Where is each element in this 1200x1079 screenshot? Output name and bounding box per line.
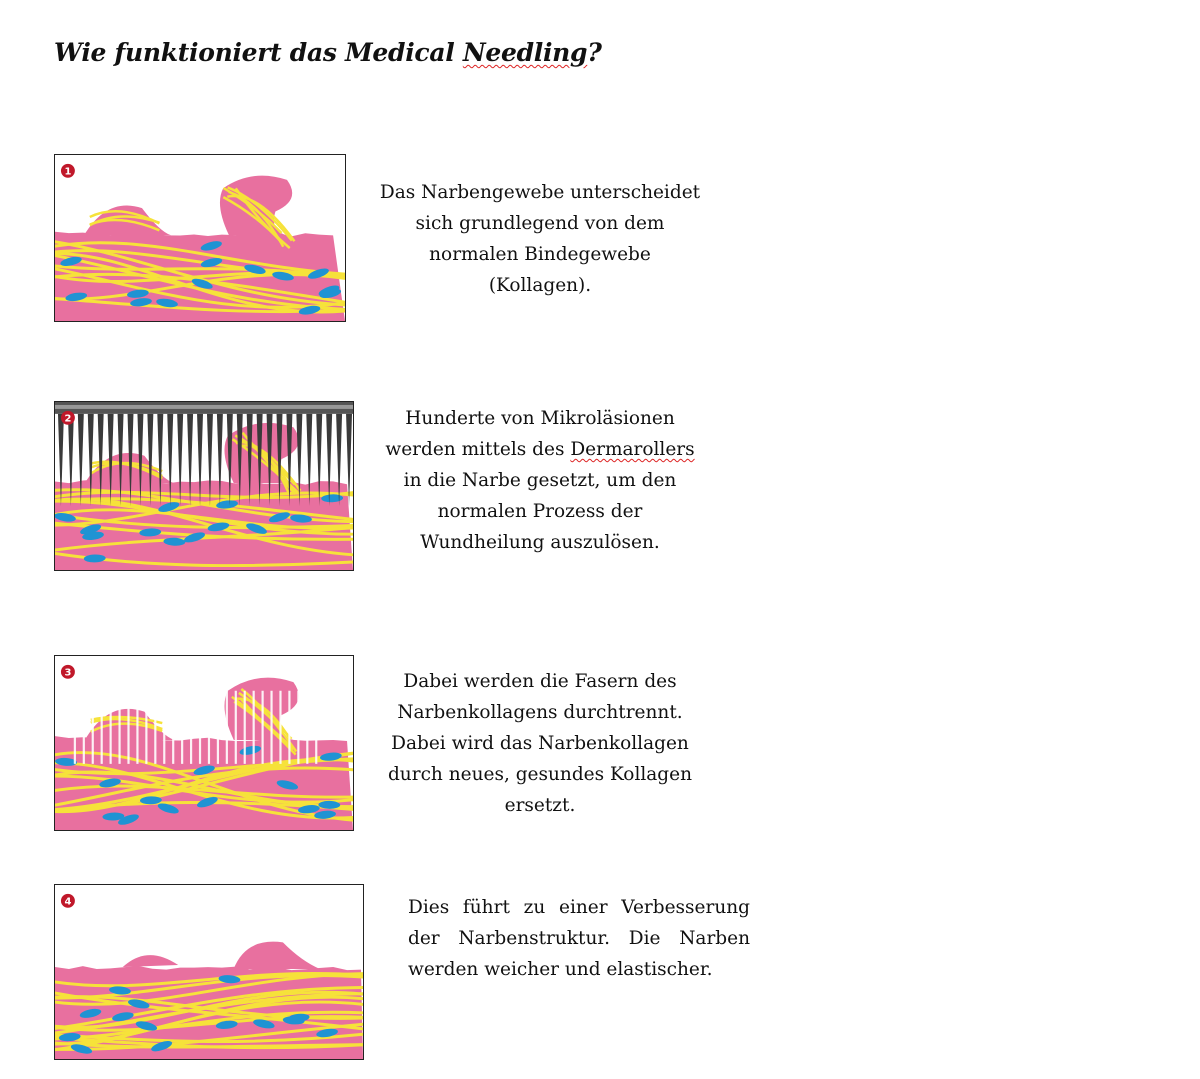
- page-title: [54, 38, 602, 67]
- step-1-description: Das Narbengewebe unterscheidet sich grundlegend von dem normalen Bindegewebe (Kollagen).: [379, 182, 701, 296]
- step-2-illustration: [54, 401, 354, 571]
- step-4-illustration: [54, 884, 364, 1060]
- title-question-mark: ?: [587, 38, 602, 67]
- step-1-illustration: [54, 154, 346, 322]
- step-3-illustration: [54, 655, 354, 831]
- cut-fibers-diagram: [55, 656, 353, 830]
- step-number-text: 4: [64, 896, 72, 908]
- step-number-text: 3: [64, 667, 72, 679]
- title-spellcheck-word: Needling: [462, 38, 588, 67]
- step-3-description: Dabei werden die Fasern des Narbenkollagens durchtrennt. Dabei wird das Narbenkollagen durch neues, gesundes Kollagen ersetzt.: [387, 671, 693, 816]
- step-number-text: 1: [64, 166, 72, 178]
- step-2-description: Hunderte von Mikroläsionen werden mittels des Dermarollers in die Narbe gesetzt, um den normalen Prozess der Wundheilung auszulösen.: [362, 403, 718, 558]
- step-4-description: Dies führt zu einer Verbesserung der Narbenstruktur. Die Narben werden weicher und elastischer.: [408, 897, 750, 980]
- scar-bump: [123, 955, 178, 967]
- title-text: Wie funktioniert das Medical: [54, 38, 463, 67]
- step-number-text: 2: [64, 413, 72, 425]
- scar-bump: [234, 942, 320, 969]
- healed-tissue-diagram: [55, 885, 363, 1059]
- spellcheck-word: Dermarollers: [570, 439, 695, 460]
- scar-tissue-diagram: [55, 155, 345, 321]
- step-2-line-2: werden mittels des Dermarollers: [385, 439, 695, 460]
- dermaroller-diagram: [55, 402, 353, 570]
